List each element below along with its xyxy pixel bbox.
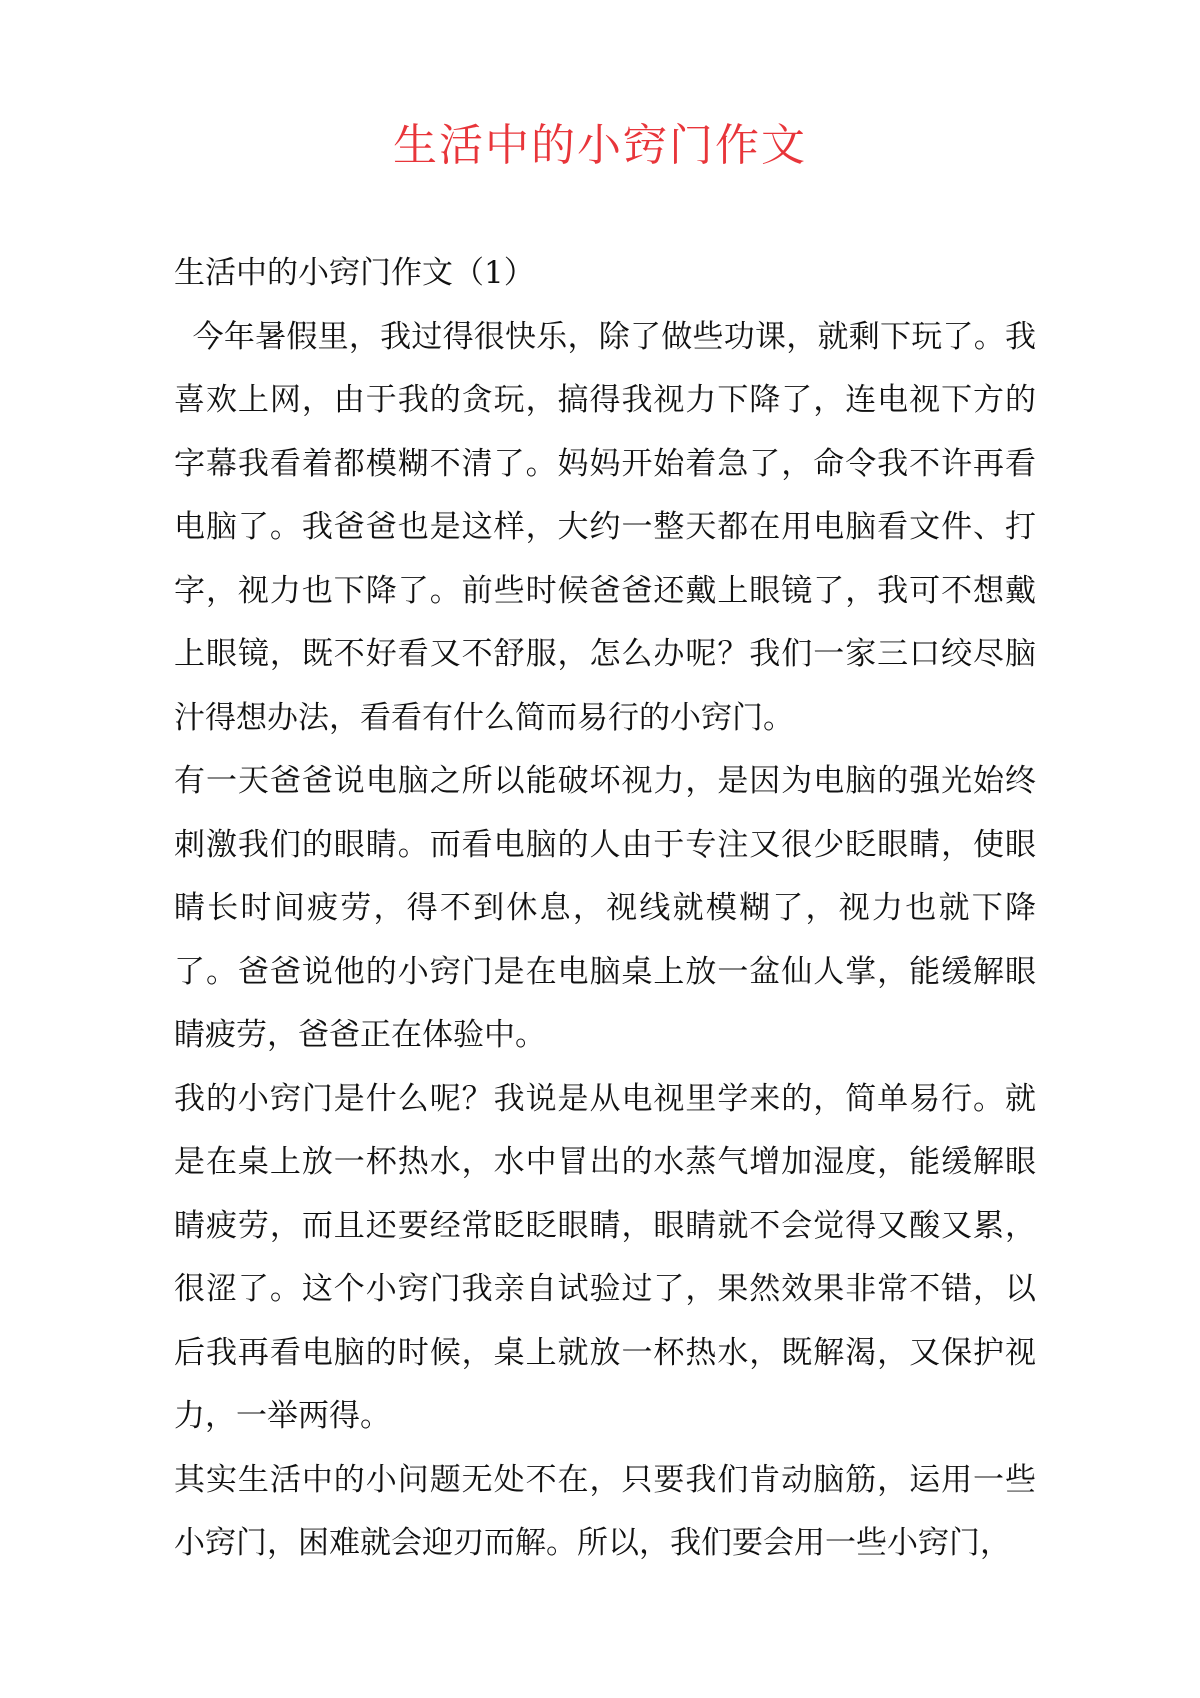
- paragraph-3: 我的小窍门是什么呢？我说是从电视里学来的，简单易行。就是在桌上放一杯热水，水中冒出的水蒸气增加湿度，能缓解眼睛疲劳，而且还要经常眨眨眼睛，眼睛就不会觉得又酸又累，很涩了。这个小窍门我亲自试验过了，果然效果非常不错，以后我再看电脑的时候，桌上就放一杯热水，既解渴，又保护视力，一举两得。: [174, 1080, 1036, 1434]
- essay-subtitle: 生活中的小窍门作文（1）: [174, 255, 535, 291]
- paragraph-1: 今年暑假里，我过得很快乐，除了做些功课，就剩下玩了。我喜欢上网，由于我的贪玩，搞得我视力下降了，连电视下方的字幕我看着都模糊不清了。妈妈开始着急了，命令我不许再看电脑了。我爸爸也是这样，大约一整天都在用电脑看文件、打字，视力也下降了。前些时候爸爸还戴上眼镜了，我可不想戴上眼镜，既不好看又不舒服，怎么办呢？我们一家三口绞尽脑汁得想办法，看看有什么简而易行的小窍门。: [174, 318, 1036, 736]
- document-title: 生活中的小窍门作文: [393, 120, 807, 171]
- document-body: [174, 242, 1036, 1576]
- paragraph-2: 有一天爸爸说电脑之所以能破坏视力，是因为电脑的强光始终刺激我们的眼睛。而看电脑的人由于专注又很少眨眼睛，使眼睛长时间疲劳，得不到休息，视线就模糊了，视力也就下降了。爸爸说他的小窍门是在电脑桌上放一盆仙人掌，能缓解眼睛疲劳，爸爸正在体验中。: [174, 763, 1036, 1053]
- paragraph-4: 其实生活中的小问题无处不在，只要我们肯动脑筋，运用一些小窍门，困难就会迎刃而解。所以，我们要会用一些小窍门，: [174, 1461, 1036, 1561]
